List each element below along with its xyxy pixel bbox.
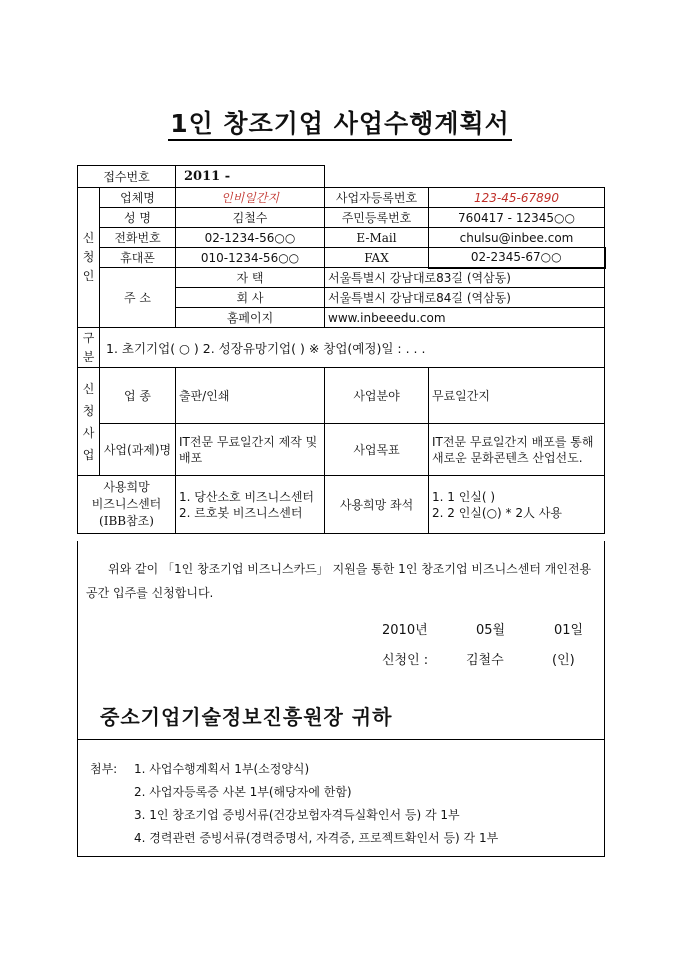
business-center-1: 1. 당산소호 비즈니스센터 (179, 489, 314, 504)
biz-reg-number-label: 사업자등록번호 (325, 188, 429, 208)
fax-label: FAX (325, 248, 429, 268)
category-label-cell (78, 328, 100, 368)
applicant-section-label (78, 188, 100, 328)
industry-label: 업 종 (100, 368, 176, 424)
email-value: chulsu@inbee.com (429, 228, 605, 248)
addressee: 중소기업기술정보진흥원장 귀하 (100, 705, 393, 729)
address-label: 주 소 (100, 268, 176, 328)
name-value: 김철수 (176, 208, 325, 228)
attachments-label: 첨부: (90, 762, 118, 776)
home-address-label: 자 택 (176, 268, 325, 288)
date-year: 2010년 (382, 623, 428, 638)
mobile-value: 010-1234-56○○ (176, 248, 325, 268)
seat-option-2: 2. 2 인실(○) * 2人 사용 (432, 505, 562, 520)
business-field-value: 무료일간지 (429, 368, 605, 424)
office-address-label: 회 사 (176, 288, 325, 308)
company-name-label: 업체명 (100, 188, 176, 208)
ibb-label-line2: 비즈니스센터 (91, 497, 162, 511)
ibb-label-line3: (IBB참조) (99, 514, 154, 528)
category-label: 구분 (82, 330, 95, 364)
receipt-number-label: 접수번호 (78, 166, 176, 188)
applicant-signature-label: 신청인 : (382, 653, 429, 668)
homepage-value: www.inbeeedu.com (325, 308, 605, 328)
seat-options (429, 476, 605, 534)
attachment-item: 1. 사업수행계획서 1부(소정양식) (134, 762, 310, 776)
category-options: 1. 초기기업( ○ ) 2. 성장유망기업( ) ※ 창업(예정)일 : . . . (100, 328, 605, 368)
project-name-label: 사업(과제)명 (100, 424, 176, 476)
resident-number-label: 주민등록번호 (325, 208, 429, 228)
business-center-list (176, 476, 325, 534)
industry-value: 출판/인쇄 (176, 368, 325, 424)
business-section-label (78, 368, 100, 476)
project-name-value: IT전문 무료일간지 제작 및 배포 (176, 424, 325, 476)
homepage-label: 홈페이지 (176, 308, 325, 328)
resident-number-value: 760417 - 12345○○ (429, 208, 605, 228)
seat-preference-label: 사용희망 좌석 (325, 476, 429, 534)
business-center-2: 2. 르호봇 비즈니스센터 (179, 505, 303, 520)
office-address-value: 서울특별시 강남대로84길 (역삼동) (325, 288, 605, 308)
company-name-value: 인비일간지 (176, 188, 325, 208)
attachment-item: 3. 1인 창조기업 증빙서류(건강보험자격득실확인서 등) 각 1부 (134, 808, 460, 822)
seat-option-1: 1. 1 인실( ) (432, 489, 496, 504)
mobile-label: 휴대폰 (100, 248, 176, 268)
fax-value: 02-2345-67○○ (429, 248, 605, 268)
date-month: 05월 (476, 623, 506, 638)
phone-label: 전화번호 (100, 228, 176, 248)
ibb-label-line1: 사용희망 (103, 480, 150, 494)
applicant-label-text: 신청인 (82, 231, 95, 283)
business-goal-label: 사업목표 (325, 424, 429, 476)
date-day: 01일 (554, 623, 584, 638)
biz-reg-number-value: 123-45-67890 (429, 188, 605, 208)
home-address-value: 서울특별시 강남대로83길 (역삼동) (325, 268, 605, 288)
attachments-box (77, 740, 605, 857)
applicant-signature-name: 김철수 (466, 653, 504, 668)
attachment-item: 2. 사업자등록증 사본 1부(해당자에 한함) (134, 785, 352, 799)
name-label: 성 명 (100, 208, 176, 228)
business-goal-value: IT전문 무료일간지 배포를 통해 새로운 문화콘텐츠 산업선도. (429, 424, 605, 476)
application-statement-box (77, 541, 605, 740)
ibb-label (78, 476, 176, 534)
business-field-label: 사업분야 (325, 368, 429, 424)
application-statement: 위와 같이 「1인 창조기업 비즈니스카드」 지원을 통한 1인 창조기업 비즈니스센터 개인전용공간 입주를 신청합니다. (86, 562, 592, 600)
business-label-text: 신청사업 (82, 381, 95, 462)
receipt-number-value: 2011 - (176, 166, 325, 188)
attachment-item: 4. 경력관련 증빙서류(경력증명서, 자격증, 프로젝트확인서 등) 각 1부 (134, 831, 499, 845)
seal-mark: (인) (552, 653, 575, 668)
document-title: 1인 창조기업 사업수행계획서 (0, 104, 680, 140)
phone-value: 02-1234-56○○ (176, 228, 325, 248)
email-label: E-Mail (325, 228, 429, 248)
application-form-table (77, 165, 606, 534)
